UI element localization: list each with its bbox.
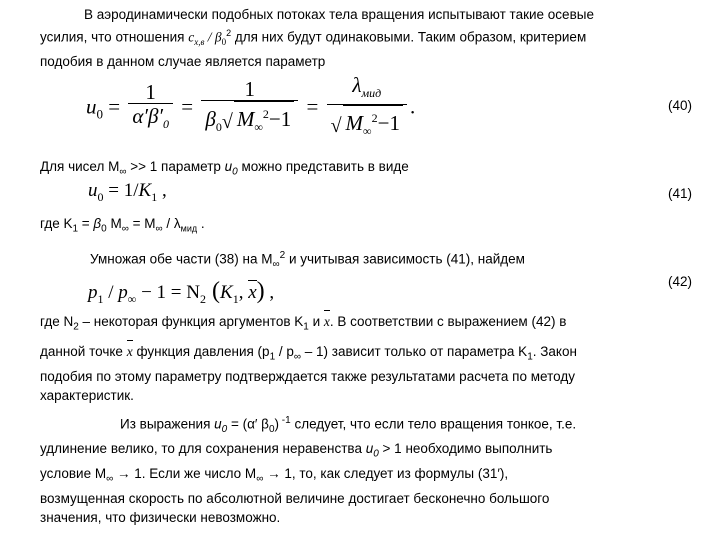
text: можно представить в виде <box>237 159 409 174</box>
sub: 2 <box>73 321 79 333</box>
eq40-fraction-1 <box>128 81 173 136</box>
sub: 1 <box>97 291 104 306</box>
sub: ∞ <box>155 223 163 235</box>
sub: 0 <box>215 120 222 135</box>
var-u: u <box>88 180 98 201</box>
beta: β <box>93 216 102 231</box>
para1-line3: подобия в данном случае является параметр <box>40 54 326 70</box>
sub: ∞ <box>254 120 263 135</box>
var-p: p <box>88 282 98 303</box>
var-p: p <box>118 282 128 303</box>
text: для них будут одинаковыми. Таким образом, критерием <box>231 29 587 45</box>
var-x-bar: x <box>126 344 133 359</box>
sub: ∞ <box>272 259 280 271</box>
text: → 1, то, как следует из формулы (31′), <box>263 465 509 481</box>
sub: 0 <box>232 166 238 178</box>
text: > 1 необходимо выполнить <box>378 441 553 457</box>
text: / <box>103 282 119 303</box>
text: ) <box>274 416 280 432</box>
para5-line3 <box>40 464 692 489</box>
denominator <box>128 103 173 136</box>
radicand <box>234 101 294 139</box>
sup: 2 <box>262 107 269 122</box>
sub: 0 <box>221 424 228 436</box>
text: где N <box>40 314 74 329</box>
sup: 2 <box>279 250 286 261</box>
para4-line3: подобия по этому параметру подтверждается также результатами расчета по методу <box>40 368 575 384</box>
sub: 1 <box>303 321 309 333</box>
para4-line1 <box>40 312 692 337</box>
sqrt-icon: √ <box>330 115 342 138</box>
text: / λ <box>162 216 181 231</box>
den-text: α′β′ <box>132 104 164 129</box>
text: , <box>157 180 167 201</box>
text: = 1/ <box>103 180 139 201</box>
para5-line2 <box>40 439 692 464</box>
radicand <box>343 105 403 143</box>
sub: 1 <box>232 291 239 306</box>
symbol-beta: / β <box>204 29 222 45</box>
sub: ∞ <box>121 223 129 235</box>
var-x-bar: x <box>323 314 330 329</box>
text: – 1) зависит только от параметра K <box>301 344 528 359</box>
beta: β <box>205 107 216 132</box>
paren: ) <box>256 278 265 304</box>
minus-one: −1 <box>377 111 400 136</box>
equation-number-42: (42) <box>667 274 692 289</box>
eq-equals: = <box>181 94 194 119</box>
sup: 2 <box>226 28 232 38</box>
text: , <box>264 282 275 303</box>
denominator <box>201 100 298 139</box>
text: . Закон <box>532 344 577 359</box>
text: и <box>308 314 324 329</box>
text: где K <box>40 216 73 231</box>
sub: ∞ <box>106 473 114 485</box>
text: >> 1 параметр <box>126 159 225 174</box>
text: условие M <box>40 465 107 481</box>
eq-equals: = <box>306 94 319 119</box>
paragraph-5 <box>40 411 692 527</box>
para4-line4: характеристик. <box>40 387 134 403</box>
eq40-fraction-2 <box>201 78 298 139</box>
sub: 0 <box>101 223 107 235</box>
symbol-c: c <box>188 29 195 45</box>
equation-number-40: (40) <box>667 98 692 113</box>
numerator <box>348 74 385 104</box>
text: удлинение велико, то для сохранения неравенства <box>40 441 366 457</box>
var-x-bar: x <box>248 282 257 303</box>
eq-equals: = <box>108 94 121 119</box>
sub: 0 <box>221 37 227 48</box>
para4-line2 <box>40 342 692 367</box>
para5-line5: значения, что физически невозможно. <box>40 509 281 525</box>
equation-40 <box>86 74 415 143</box>
eq-sub: 0 <box>96 106 103 122</box>
paren: ( <box>206 278 220 304</box>
para1-line1: В аэродинамически подобных потоках тела вращения испытывают такие осевые <box>84 7 594 22</box>
sub: x,в <box>194 37 205 48</box>
numerator: 1 <box>244 77 256 102</box>
var-u: u <box>224 159 233 174</box>
text: − 1 = N <box>136 282 200 303</box>
para5-line1 <box>40 411 692 439</box>
M: M <box>236 107 255 132</box>
var-K: K <box>220 282 233 303</box>
sub: 1 <box>72 223 79 235</box>
text: – некоторая функция аргументов K <box>78 314 304 329</box>
text: . В соответствии с выражением (42) в <box>329 314 567 329</box>
text: и учитывая зависимость (41), найдем <box>285 251 525 267</box>
sub: 1 <box>527 351 533 363</box>
para5-line4: возмущенная скорость по абсолютной величине достигает бесконечно большого <box>40 490 550 506</box>
text: M <box>106 216 122 231</box>
sub: 1 <box>269 351 276 363</box>
sub: ∞ <box>127 291 137 306</box>
eq-period: . <box>409 94 416 119</box>
text: Для чисел M <box>40 159 120 174</box>
text: = M <box>128 216 156 231</box>
eq-var: u <box>86 94 97 119</box>
text: данной точке <box>40 344 127 359</box>
var-u: u <box>214 416 222 432</box>
minus-one: −1 <box>268 107 292 132</box>
sub: 0 <box>97 189 104 204</box>
sub: 0 <box>268 424 275 436</box>
sub: 2 <box>200 291 206 306</box>
sub: мид <box>361 86 382 101</box>
equation-number-41: (41) <box>667 186 692 201</box>
var-K: K <box>138 180 152 201</box>
text: . <box>197 216 205 231</box>
para1-line2 <box>40 24 692 52</box>
sub: ∞ <box>293 351 302 363</box>
sup: 2 <box>371 111 378 126</box>
text: / p <box>275 344 294 359</box>
numerator: 1 <box>145 80 156 105</box>
text: = <box>78 216 94 231</box>
text: Из выражения <box>120 416 215 432</box>
M: M <box>345 111 364 136</box>
equation-42 <box>88 278 274 307</box>
sub: ∞ <box>119 166 127 178</box>
denominator <box>327 104 407 143</box>
text: усилия, что отношения <box>40 29 189 45</box>
paragraph-4 <box>40 312 692 337</box>
var-u: u <box>365 441 374 457</box>
text: = (α′ β <box>227 416 269 432</box>
sub: 1 <box>151 189 158 204</box>
sub: мид <box>180 223 198 234</box>
paragraph-2 <box>40 157 692 182</box>
text: функция давления (p <box>132 344 270 359</box>
sub: 0 <box>373 448 379 460</box>
k1-definition <box>40 214 692 239</box>
equation-41 <box>88 180 167 205</box>
sub: 0 <box>163 117 170 132</box>
eq40-fraction-3 <box>327 74 407 143</box>
sup: -1 <box>279 415 291 426</box>
paragraph-1 <box>40 5 692 71</box>
text: → 1. Если же число M <box>113 465 257 481</box>
text: Умножая обе части (38) на M <box>90 251 273 267</box>
paragraph-3 <box>90 246 690 274</box>
sqrt-icon: √ <box>221 111 233 134</box>
text: , <box>238 282 249 303</box>
lambda: λ <box>352 73 362 97</box>
sub: ∞ <box>256 473 264 485</box>
paragraph-4-cont <box>40 342 692 405</box>
text: следует, что если тело вращения тонкое, т.е. <box>290 416 577 432</box>
sub: ∞ <box>363 124 372 139</box>
